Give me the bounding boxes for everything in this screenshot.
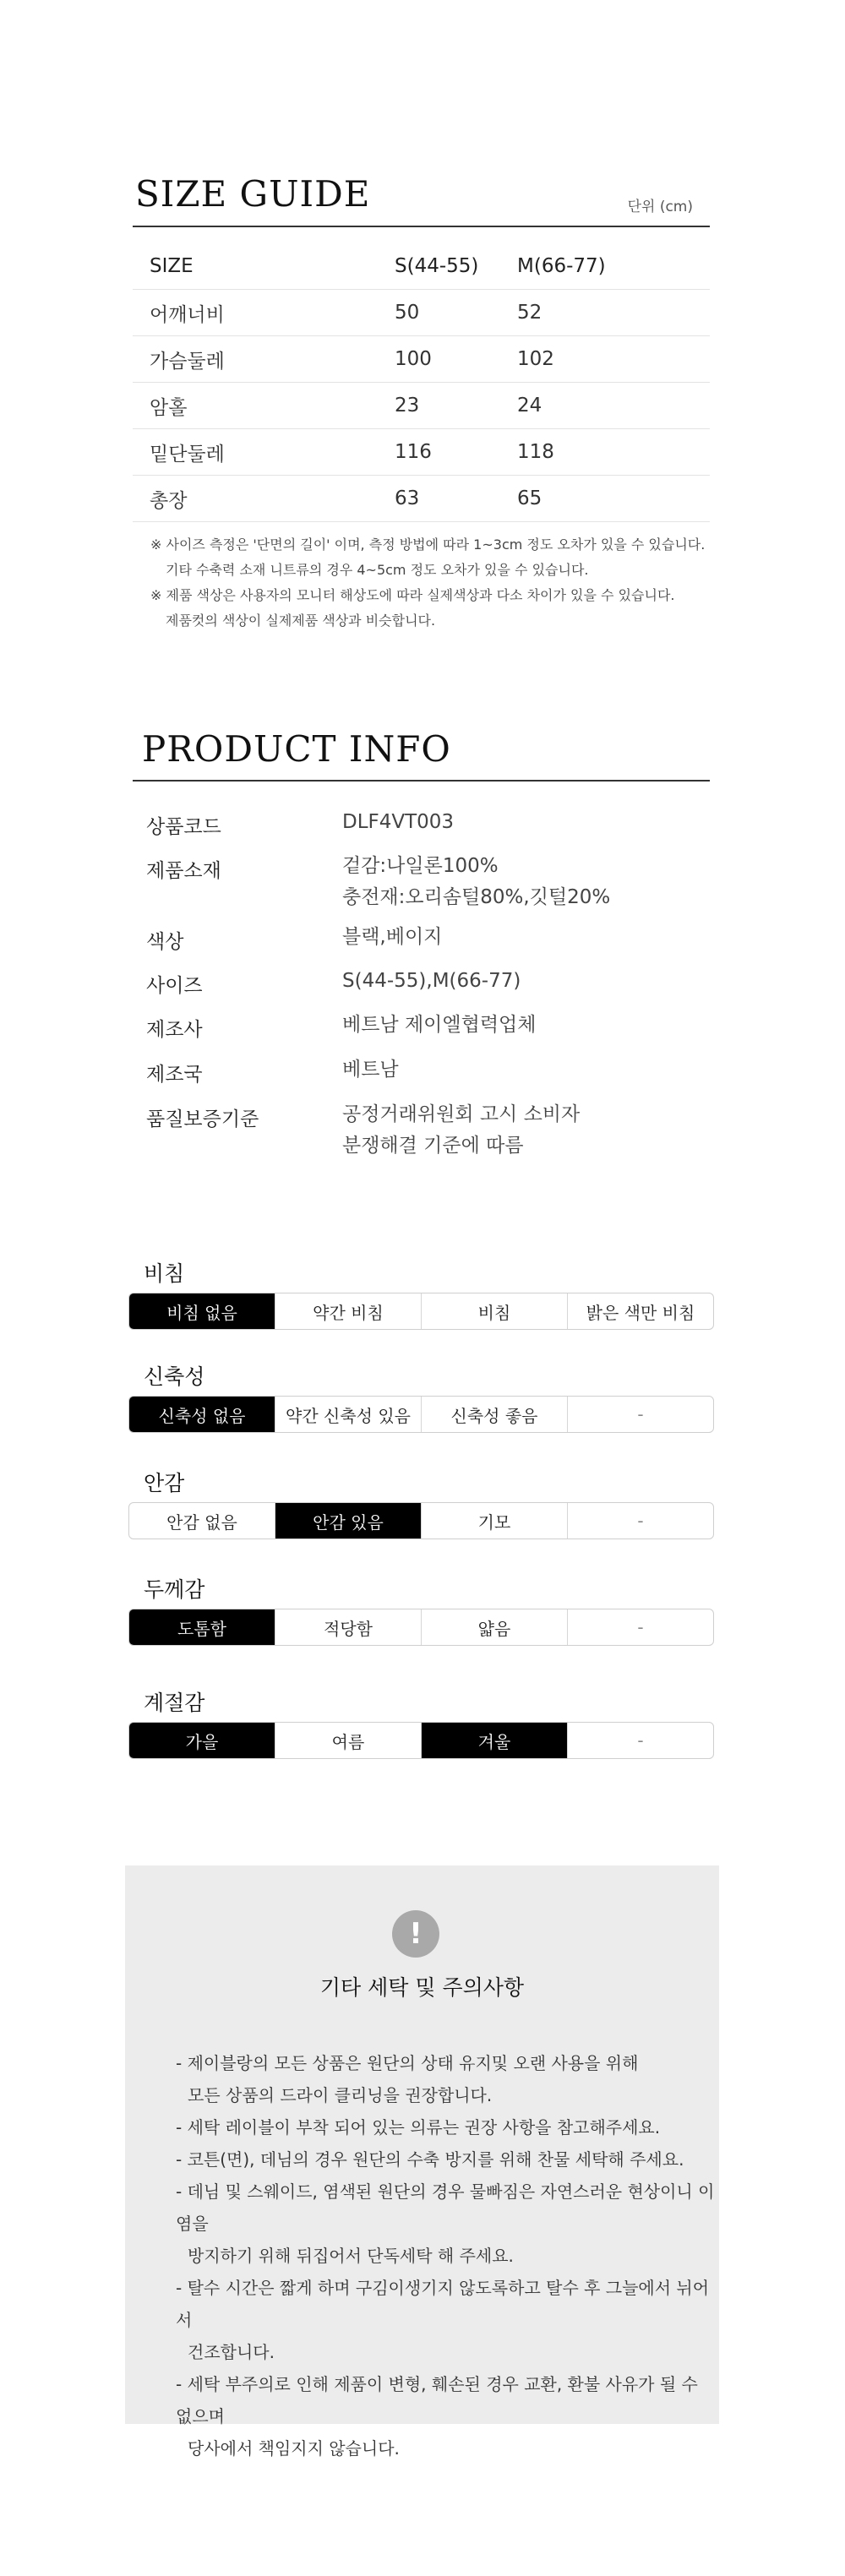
- thickness-option[interactable]: -: [637, 1617, 644, 1637]
- table-row: [133, 429, 710, 476]
- lining-option[interactable]: -: [637, 1511, 644, 1531]
- note-line: ※ 제품 색상은 사용자의 모니터 해상도에 따라 실제색상과 다소 차이가 있을 수 있습니다.: [150, 587, 675, 603]
- table-row: [133, 290, 710, 336]
- care-line: - 탈수 시간은 짧게 하며 구김이생기지 않도록하고 탈수 후 그늘에서 뉘어서: [176, 2278, 710, 2330]
- size-header-label: SIZE: [133, 243, 395, 290]
- attr-label-sheerness: 비침: [144, 1261, 185, 1286]
- sheerness-option[interactable]: 약간 비침: [275, 1293, 422, 1329]
- thickness-option[interactable]: 도톰함: [129, 1609, 275, 1645]
- measure-s: 50: [395, 290, 517, 336]
- measure-m: 65: [517, 476, 710, 522]
- info-label-code: 상품코드: [146, 816, 221, 838]
- info-label-warranty: 품질보증기준: [146, 1108, 259, 1130]
- lining-option[interactable]: 기모: [422, 1503, 568, 1539]
- info-value-maker: [342, 1010, 537, 1041]
- care-line: 당사에서 책임지지 않습니다.: [188, 2438, 400, 2459]
- note-line: ※ 사이즈 측정은 '단면의 길이' 이며, 측정 방법에 따라 1~3cm 정도 오차가 있을 수 있습니다.: [150, 536, 706, 553]
- measure-s: 63: [395, 476, 517, 522]
- measure-label: 가슴둘레: [133, 336, 395, 383]
- season-option[interactable]: 여름: [275, 1723, 422, 1758]
- product-info-title: PRODUCT INFO: [142, 728, 451, 770]
- exclamation-icon: !: [392, 1910, 439, 1958]
- attr-label-season: 계절감: [144, 1691, 205, 1715]
- care-line: 건조합니다.: [188, 2342, 275, 2362]
- note-line: 제품컷의 색상이 실제제품 색상과 비슷합니다.: [166, 613, 436, 629]
- measure-label: 밑단둘레: [133, 429, 395, 476]
- stretch-option[interactable]: 신축성 좋음: [422, 1397, 568, 1432]
- info-label-color: 색상: [146, 931, 184, 953]
- stretch-option[interactable]: -: [637, 1404, 644, 1424]
- thickness-option[interactable]: 적당함: [275, 1609, 422, 1645]
- measure-m: 52: [517, 290, 710, 336]
- season-option[interactable]: -: [637, 1730, 644, 1751]
- care-line: 모든 상품의 드라이 클리닝을 권장합니다.: [188, 2085, 493, 2105]
- care-line: - 제이블랑의 모든 상품은 원단의 상태 유지및 오랜 사용을 위해: [176, 2053, 639, 2073]
- sheerness-selector: [128, 1293, 714, 1330]
- sheerness-option[interactable]: 밝은 색만 비침: [586, 1302, 695, 1323]
- lining-selector: [128, 1502, 714, 1539]
- size-guide-divider: [133, 226, 710, 227]
- measure-s: 100: [395, 336, 517, 383]
- info-value-line: S(44-55),M(66-77): [342, 970, 521, 992]
- care-line: - 코튼(면), 데님의 경우 원단의 수축 방지를 위해 찬물 세탁해 주세요.: [176, 2149, 684, 2170]
- table-row: [133, 383, 710, 429]
- sheerness-option[interactable]: 비침 없음: [129, 1293, 275, 1329]
- season-option[interactable]: 가을: [129, 1723, 275, 1758]
- table-row: [133, 336, 710, 383]
- info-label-country: 제조국: [146, 1064, 203, 1086]
- info-value-line: 공정거래위원회 고시 소비자: [342, 1103, 581, 1125]
- note-line: 기타 수축력 소재 니트류의 경우 4~5cm 정도 오차가 있을 수 있습니다.: [166, 562, 589, 578]
- care-line: 방지하기 위해 뒤집어서 단독세탁 해 주세요.: [188, 2246, 514, 2266]
- size-header-m: M(66-77): [517, 243, 710, 290]
- info-value-line: 블랙,베이지: [342, 926, 443, 948]
- size-guide-table: [133, 243, 710, 522]
- measure-m: 102: [517, 336, 710, 383]
- attr-label-lining: 안감: [144, 1471, 185, 1495]
- attr-label-thickness: 두께감: [144, 1577, 205, 1602]
- sheerness-option[interactable]: 비침: [422, 1293, 568, 1329]
- info-value-line: 베트남 제이엘협력업체: [342, 1014, 537, 1036]
- attr-label-stretch: 신축성: [144, 1364, 205, 1389]
- thickness-selector: [128, 1609, 714, 1646]
- info-value-line: 분쟁해결 기준에 따름: [342, 1135, 524, 1157]
- info-value-color: [342, 922, 442, 953]
- measure-m: 118: [517, 429, 710, 476]
- info-label-material: 제품소재: [146, 860, 221, 882]
- info-value-code: [342, 807, 454, 838]
- measure-s: 116: [395, 429, 517, 476]
- info-value-line: 겉감:나일론100%: [342, 855, 499, 877]
- measure-label: 어깨너비: [133, 290, 395, 336]
- info-value-material: [342, 851, 610, 913]
- info-label-maker: 제조사: [146, 1019, 203, 1041]
- size-guide-unit: 단위 (cm): [627, 199, 693, 215]
- measure-m: 24: [517, 383, 710, 429]
- measure-label: 총장: [133, 476, 395, 522]
- care-line: - 데님 및 스웨이드, 염색된 원단의 경우 물빠짐은 자연스러운 현상이니 이염을: [176, 2181, 715, 2234]
- info-value-line: DLF4VT003: [342, 811, 455, 833]
- info-value-line: 충전재:오리솜털80%,깃털20%: [342, 886, 611, 908]
- lining-option[interactable]: 안감 없음: [129, 1503, 275, 1539]
- size-table-header: [133, 243, 710, 290]
- info-value-size: [342, 966, 521, 997]
- info-label-size: 사이즈: [146, 975, 203, 997]
- info-value-warranty: [342, 1099, 580, 1162]
- size-header-s: S(44-55): [395, 243, 517, 290]
- care-title: 기타 세탁 및 주의사항: [319, 1975, 525, 2000]
- season-selector: [128, 1722, 714, 1759]
- measure-s: 23: [395, 383, 517, 429]
- info-value-country: [342, 1054, 399, 1086]
- season-option[interactable]: 겨울: [422, 1723, 568, 1758]
- table-row: [133, 476, 710, 522]
- lining-option[interactable]: 안감 있음: [275, 1503, 422, 1539]
- size-guide-notes: [150, 532, 705, 634]
- measure-label: 암홀: [133, 383, 395, 429]
- product-info-divider: [133, 780, 710, 782]
- thickness-option[interactable]: 얇음: [422, 1609, 568, 1645]
- care-line: - 세탁 부주의로 인해 제품이 변형, 훼손된 경우 교환, 환불 사유가 될 수 없으며: [176, 2374, 698, 2426]
- info-value-line: 베트남: [342, 1059, 399, 1081]
- care-line: - 세탁 레이블이 부착 되어 있는 의류는 권장 사항을 참고해주세요.: [176, 2117, 661, 2138]
- care-instructions-box: [125, 1865, 719, 2459]
- size-guide-title: SIZE GUIDE: [135, 173, 371, 215]
- stretch-option[interactable]: 신축성 없음: [129, 1397, 275, 1432]
- stretch-option[interactable]: 약간 신축성 있음: [275, 1397, 422, 1432]
- stretch-selector: [128, 1396, 714, 1433]
- care-list: [176, 2047, 719, 2464]
